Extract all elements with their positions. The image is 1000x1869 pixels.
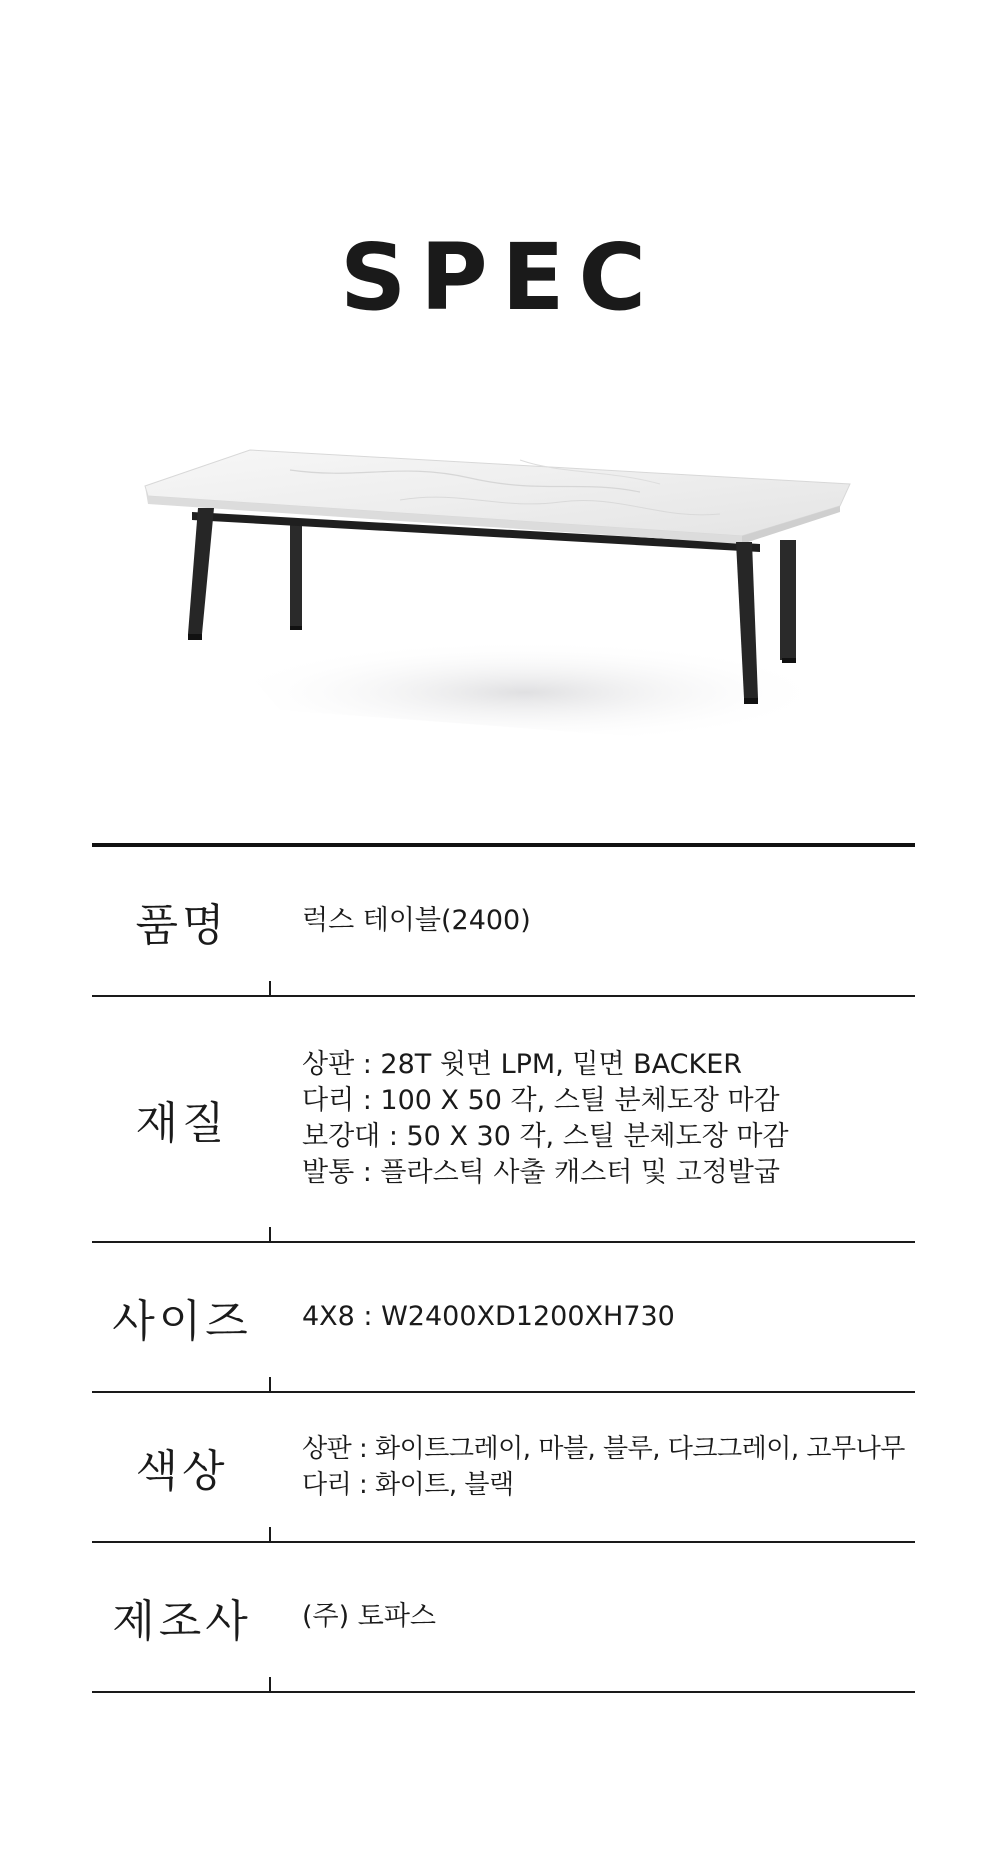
table-leg-front-left xyxy=(188,508,214,634)
spec-value-line: 럭스 테이블(2400) xyxy=(302,905,531,936)
spec-label: 재질 xyxy=(135,1098,229,1149)
spec-value-line: 4X8 : W2400XD1200XH730 xyxy=(302,1301,675,1332)
spec-row-size xyxy=(92,1243,915,1393)
spec-value-line: 다리 : 화이트, 블랙 xyxy=(302,1470,514,1500)
spec-label: 품명 xyxy=(135,900,229,951)
spec-row-product-name xyxy=(92,847,915,997)
row-divider-tick xyxy=(269,981,271,995)
spec-value-line: 상판 : 28T 윗면 LPM, 밑면 BACKER xyxy=(302,1049,743,1080)
spec-value xyxy=(302,997,915,1241)
spec-value-line: 다리 : 100 X 50 각, 스틸 분체도장 마감 xyxy=(302,1085,780,1116)
spec-table xyxy=(92,843,915,1693)
spec-value-line: (주) 토파스 xyxy=(302,1601,436,1632)
spec-value xyxy=(302,1393,915,1541)
spec-value xyxy=(302,1543,915,1691)
spec-row-manufacturer xyxy=(92,1543,915,1693)
spec-label: 사이즈 xyxy=(112,1296,252,1347)
row-divider-tick xyxy=(269,1377,271,1391)
table-leg-back-left xyxy=(290,520,302,628)
row-divider-tick xyxy=(269,1677,271,1691)
table-shadow xyxy=(220,640,830,745)
spec-row-color xyxy=(92,1393,915,1543)
page-title: SPEC xyxy=(339,224,661,331)
spec-value-line: 상판 : 화이트그레이, 마블, 블루, 다크그레이, 고무나무 xyxy=(302,1434,905,1464)
spec-value-line: 발통 : 플라스틱 사출 캐스터 및 고정발굽 xyxy=(302,1157,780,1188)
row-divider-tick xyxy=(269,1227,271,1241)
spec-label: 색상 xyxy=(135,1446,229,1497)
marble-table-image xyxy=(140,440,860,760)
spec-value-line: 보강대 : 50 X 30 각, 스틸 분체도장 마감 xyxy=(302,1121,789,1152)
spec-value xyxy=(302,847,915,995)
row-divider-tick xyxy=(269,1527,271,1541)
spec-label: 제조사 xyxy=(112,1596,252,1647)
spec-row-material xyxy=(92,997,915,1243)
table-leg-back-right xyxy=(780,540,796,660)
spec-value xyxy=(302,1243,915,1391)
